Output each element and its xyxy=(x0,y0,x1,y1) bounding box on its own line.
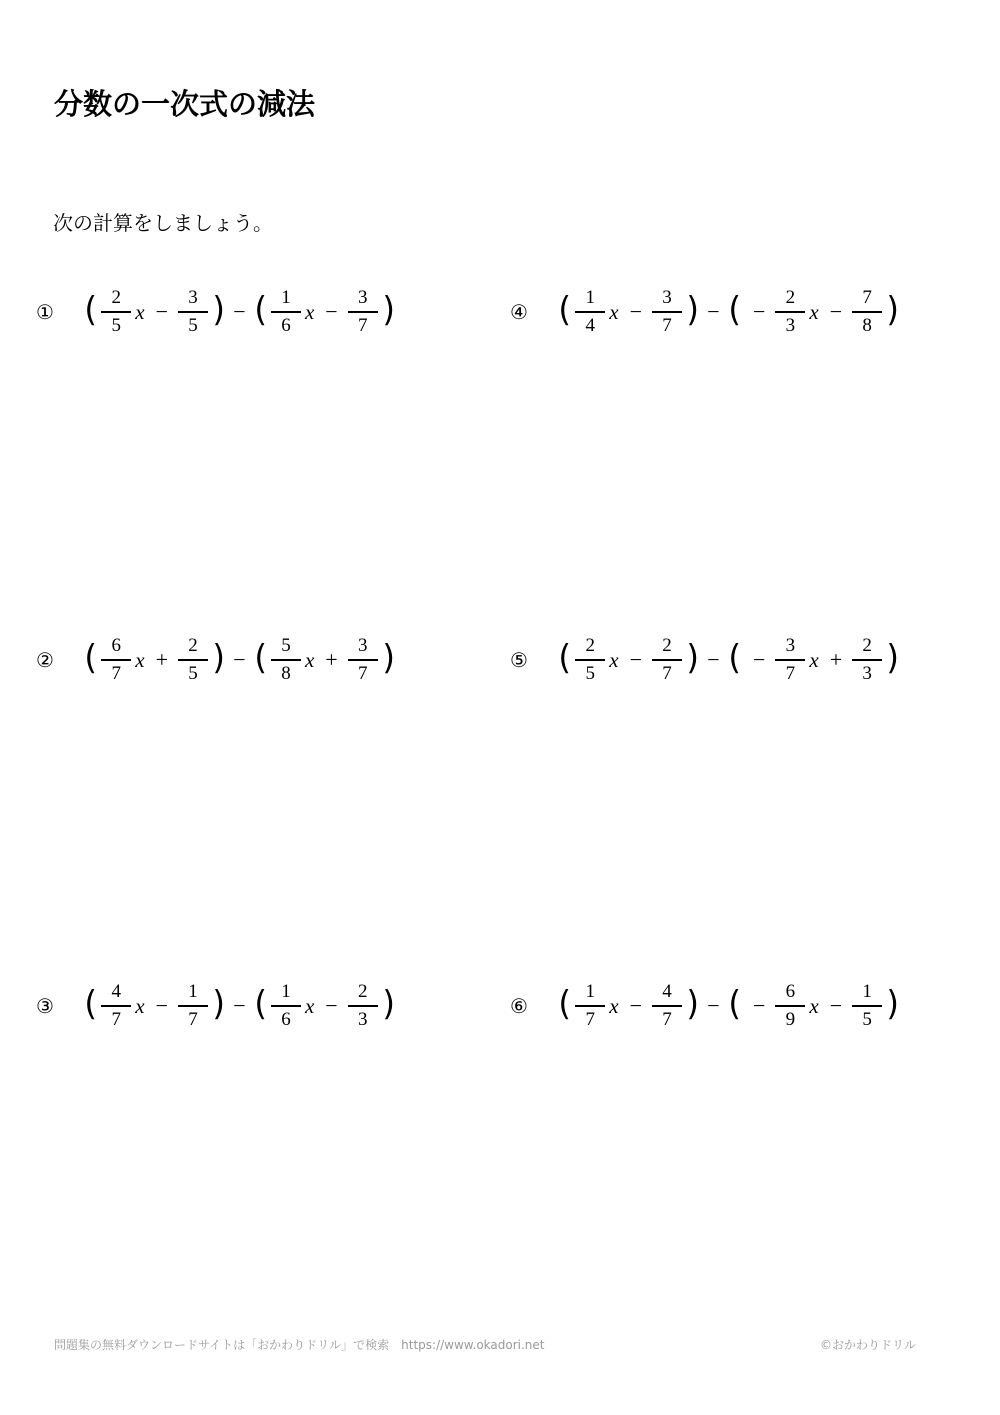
open-paren: ( xyxy=(254,984,267,1024)
subtract-operator: − xyxy=(707,299,720,324)
numerator: 1 xyxy=(188,981,198,1003)
fraction xyxy=(348,288,378,336)
denominator: 8 xyxy=(862,314,872,336)
close-paren: ) xyxy=(382,638,395,678)
variable: x xyxy=(809,647,819,672)
close-paren: ) xyxy=(686,638,699,678)
numerator: 6 xyxy=(785,981,796,1003)
close-paren: ) xyxy=(212,290,225,330)
fraction xyxy=(575,636,605,684)
close-paren: ) xyxy=(686,984,699,1024)
close-paren: ) xyxy=(686,290,699,330)
fraction xyxy=(348,636,378,684)
fraction xyxy=(852,288,882,336)
fraction-bar xyxy=(652,311,682,313)
denominator: 7 xyxy=(662,662,672,684)
leading-sign: − xyxy=(752,993,766,1018)
fraction-bar xyxy=(775,311,805,313)
close-paren: ) xyxy=(382,290,395,330)
fraction xyxy=(101,288,131,336)
denominator: 7 xyxy=(111,662,122,684)
fraction-bar xyxy=(271,659,301,661)
denominator: 3 xyxy=(862,662,872,684)
denominator: 8 xyxy=(281,662,291,684)
fraction xyxy=(178,982,208,1030)
denominator: 7 xyxy=(585,1008,596,1030)
footer-site-text: 問題集の無料ダウンロードサイトは「おかわりドリル」で検索 https://www.okadori.net xyxy=(54,1338,545,1352)
fraction xyxy=(101,636,131,684)
fraction-bar xyxy=(852,1005,882,1007)
page-title: 分数の一次式の減法 xyxy=(54,87,316,121)
denominator: 9 xyxy=(785,1008,796,1030)
subtract-operator: − xyxy=(707,993,720,1018)
fraction xyxy=(271,636,301,684)
numerator: 1 xyxy=(585,981,596,1003)
operator: + xyxy=(155,647,169,672)
denominator: 5 xyxy=(188,662,198,684)
fraction xyxy=(775,982,805,1030)
variable: x xyxy=(135,647,145,672)
fraction-bar xyxy=(348,311,378,313)
denominator: 5 xyxy=(188,314,198,336)
fraction xyxy=(178,288,208,336)
denominator: 3 xyxy=(785,314,796,336)
fraction-bar xyxy=(775,1005,805,1007)
numerator: 3 xyxy=(662,287,672,309)
fraction xyxy=(271,982,301,1030)
close-paren: ) xyxy=(212,984,225,1024)
numerator: 2 xyxy=(188,635,198,657)
close-paren: ) xyxy=(886,984,900,1024)
variable: x xyxy=(609,299,619,324)
fraction-bar xyxy=(271,1005,301,1007)
variable: x xyxy=(609,993,619,1018)
fraction-bar xyxy=(652,659,682,661)
denominator: 5 xyxy=(585,662,596,684)
fraction-bar xyxy=(575,311,605,313)
fraction-bar xyxy=(178,311,208,313)
variable: x xyxy=(135,299,145,324)
problem-4 xyxy=(510,282,901,342)
denominator: 3 xyxy=(357,1008,368,1030)
problem-1 xyxy=(36,282,397,342)
numerator: 2 xyxy=(862,635,872,657)
fraction xyxy=(652,636,682,684)
variable: x xyxy=(304,993,315,1018)
denominator: 7 xyxy=(357,662,368,684)
denominator: 6 xyxy=(281,1008,291,1030)
open-paren: ( xyxy=(728,638,741,678)
denominator: 7 xyxy=(188,1008,198,1030)
operator: − xyxy=(155,993,169,1018)
subtract-operator: − xyxy=(707,647,720,672)
fraction xyxy=(652,982,682,1030)
fraction-bar xyxy=(575,1005,605,1007)
leading-sign: − xyxy=(752,647,766,672)
numerator: 6 xyxy=(111,635,122,657)
leading-sign: − xyxy=(752,299,766,324)
close-paren: ) xyxy=(886,290,900,330)
numerator: 3 xyxy=(357,635,368,657)
open-paren: ( xyxy=(728,984,741,1024)
operator: − xyxy=(155,299,169,324)
fraction xyxy=(271,288,301,336)
variable: x xyxy=(304,299,315,324)
open-paren: ( xyxy=(558,984,571,1024)
numerator: 1 xyxy=(281,981,291,1003)
fraction xyxy=(348,982,378,1030)
problem-number: ⑥ xyxy=(510,994,528,1018)
fraction-bar xyxy=(652,1005,682,1007)
close-paren: ) xyxy=(886,638,900,678)
variable: x xyxy=(135,993,145,1018)
denominator: 5 xyxy=(862,1008,872,1030)
denominator: 7 xyxy=(111,1008,122,1030)
fraction xyxy=(775,636,805,684)
denominator: 4 xyxy=(585,314,596,336)
problem-number: ① xyxy=(36,300,54,324)
fraction xyxy=(852,982,882,1030)
numerator: 2 xyxy=(111,287,122,309)
fraction-bar xyxy=(852,311,882,313)
operator: − xyxy=(325,993,338,1018)
fraction-bar xyxy=(178,659,208,661)
problem-number: ② xyxy=(36,648,54,672)
problem-number: ⑤ xyxy=(510,648,528,672)
close-paren: ) xyxy=(212,638,225,678)
open-paren: ( xyxy=(254,638,267,678)
fraction xyxy=(178,636,208,684)
operator: − xyxy=(829,993,843,1018)
operator: − xyxy=(325,299,338,324)
numerator: 3 xyxy=(188,287,198,309)
numerator: 2 xyxy=(662,635,672,657)
footer-copyright: ©おかわりドリル xyxy=(820,1338,917,1352)
numerator: 1 xyxy=(862,981,872,1003)
operator: + xyxy=(325,647,338,672)
fraction-bar xyxy=(575,659,605,661)
subtract-operator: − xyxy=(233,299,246,324)
problem-number: ④ xyxy=(510,300,528,324)
fraction-bar xyxy=(178,1005,208,1007)
subtract-operator: − xyxy=(233,647,246,672)
denominator: 5 xyxy=(111,314,122,336)
numerator: 5 xyxy=(281,635,291,657)
problem-3 xyxy=(36,976,397,1036)
operator: − xyxy=(629,993,643,1018)
denominator: 7 xyxy=(785,662,796,684)
fraction-bar xyxy=(348,1005,378,1007)
variable: x xyxy=(809,299,819,324)
numerator: 7 xyxy=(862,287,872,309)
fraction xyxy=(775,288,805,336)
numerator: 1 xyxy=(281,287,291,309)
operator: − xyxy=(829,299,843,324)
denominator: 7 xyxy=(662,1008,672,1030)
open-paren: ( xyxy=(254,290,267,330)
numerator: 3 xyxy=(785,635,796,657)
fraction-bar xyxy=(271,311,301,313)
fraction xyxy=(575,288,605,336)
fraction xyxy=(575,982,605,1030)
subtract-operator: − xyxy=(233,993,246,1018)
variable: x xyxy=(304,647,315,672)
problem-6 xyxy=(510,976,901,1036)
open-paren: ( xyxy=(558,290,571,330)
numerator: 2 xyxy=(785,287,796,309)
close-paren: ) xyxy=(382,984,395,1024)
fraction-bar xyxy=(775,659,805,661)
variable: x xyxy=(809,993,819,1018)
fraction-bar xyxy=(101,659,131,661)
open-paren: ( xyxy=(728,290,741,330)
numerator: 2 xyxy=(585,635,596,657)
denominator: 7 xyxy=(357,314,368,336)
problem-5 xyxy=(510,630,901,690)
problem-2 xyxy=(36,630,397,690)
operator: − xyxy=(629,299,643,324)
fraction xyxy=(652,288,682,336)
open-paren: ( xyxy=(84,290,97,330)
numerator: 3 xyxy=(357,287,368,309)
denominator: 7 xyxy=(662,314,672,336)
problem-number: ③ xyxy=(36,994,54,1018)
open-paren: ( xyxy=(84,984,97,1024)
fraction-bar xyxy=(101,1005,131,1007)
fraction-bar xyxy=(852,659,882,661)
fraction-bar xyxy=(101,311,131,313)
denominator: 6 xyxy=(281,314,291,336)
numerator: 4 xyxy=(111,981,122,1003)
numerator: 1 xyxy=(585,287,596,309)
fraction xyxy=(101,982,131,1030)
open-paren: ( xyxy=(84,638,97,678)
numerator: 2 xyxy=(357,981,368,1003)
instruction-text: 次の計算をしましょう。 xyxy=(53,211,273,235)
fraction xyxy=(852,636,882,684)
numerator: 4 xyxy=(662,981,672,1003)
variable: x xyxy=(609,647,619,672)
operator: + xyxy=(829,647,843,672)
fraction-bar xyxy=(348,659,378,661)
operator: − xyxy=(629,647,643,672)
open-paren: ( xyxy=(558,638,571,678)
